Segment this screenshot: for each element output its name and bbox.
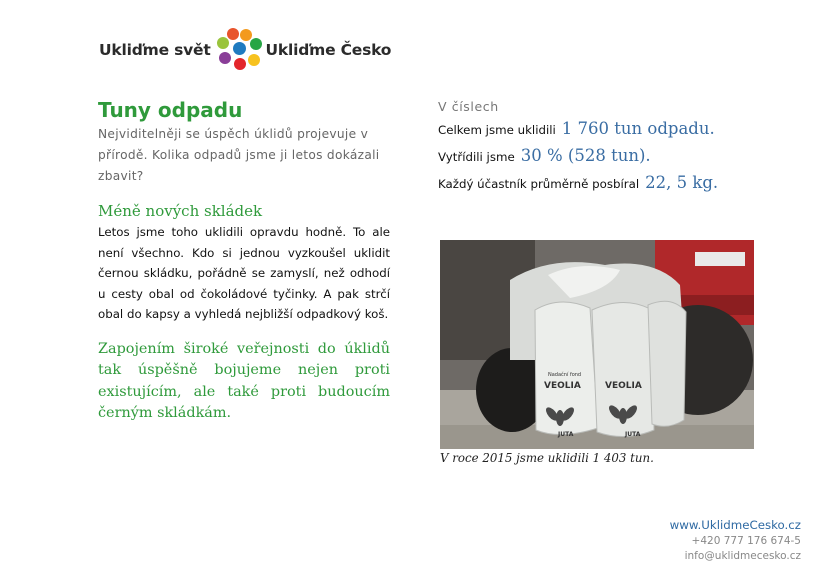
bag-text: JUTA bbox=[625, 431, 641, 438]
logo bbox=[99, 28, 391, 72]
bag-text: JUTA bbox=[558, 431, 574, 438]
logo-dot bbox=[250, 38, 262, 50]
footer bbox=[670, 517, 801, 564]
stat-value: 1 760 tun odpadu. bbox=[561, 119, 715, 138]
logo-dots-icon bbox=[215, 28, 263, 72]
article bbox=[98, 98, 390, 425]
logo-dot bbox=[248, 54, 260, 66]
logo-dot bbox=[240, 29, 252, 41]
article-body: Letos jsme toho uklidili opravdu hodně. To ale není všechno. Kdo si jednou vyzkoušel uklidit černou skládku, pořádně se zamyslí, než odhodí u cesty obal od čokoládové tyčinky. A pak strčí obal do kapsy a vyhledá nejbližší odpadkový koš. bbox=[98, 225, 390, 321]
footer-website-link[interactable]: www.UklidmeCesko.cz bbox=[669, 518, 801, 532]
photo-caption: V roce 2015 jsme uklidili 1 403 tun. bbox=[440, 451, 654, 465]
article-subtitle: Nejviditelněji se úspěch úklidů projevuje v přírodě. Kolika odpadů jsme ji letos dokázali zbavit? bbox=[98, 127, 380, 183]
footer-email[interactable]: info@uklidmecesko.cz bbox=[684, 550, 801, 562]
garbage-bags-photo bbox=[440, 240, 754, 449]
stat-label: Vytřídili jsme bbox=[438, 150, 515, 164]
logo-dot bbox=[217, 37, 229, 49]
stats-heading: V číslech bbox=[438, 99, 499, 114]
logo-dot bbox=[219, 52, 231, 64]
stat-row bbox=[438, 143, 778, 170]
bag-text: VEOLIA bbox=[544, 381, 581, 391]
logo-dot bbox=[234, 58, 246, 70]
stat-row bbox=[438, 170, 778, 197]
photo-illustration bbox=[440, 240, 754, 449]
stat-value: 22, 5 kg. bbox=[645, 173, 719, 192]
stat-value: 30 % (528 tun) bbox=[520, 146, 646, 165]
article-title: Tuny odpadu bbox=[98, 98, 243, 122]
logo-text-left: Ukliďme svět bbox=[99, 41, 211, 59]
stat-row bbox=[438, 116, 778, 143]
stat-suffix: . bbox=[645, 146, 651, 165]
stats bbox=[438, 98, 778, 197]
logo-dot bbox=[233, 42, 246, 55]
section-heading: Méně nových skládek bbox=[98, 202, 263, 220]
footer-phone: +420 777 176 674-5 bbox=[691, 535, 801, 547]
stat-label: Každý účastník průměrně posbíral bbox=[438, 177, 640, 191]
bag-text: Nadační fond bbox=[548, 372, 582, 378]
logo-dot bbox=[227, 28, 239, 40]
article-quote: Zapojením široké veřejnosti do úklidů tak úspěšně bojujeme nejen proti existujícím, ale také proti budoucím černým skládkám. bbox=[98, 340, 390, 421]
stat-label: Celkem jsme uklidili bbox=[438, 123, 556, 137]
bag-text: VEOLIA bbox=[605, 381, 642, 391]
logo-text-right: Ukliďme Česko bbox=[265, 41, 392, 59]
